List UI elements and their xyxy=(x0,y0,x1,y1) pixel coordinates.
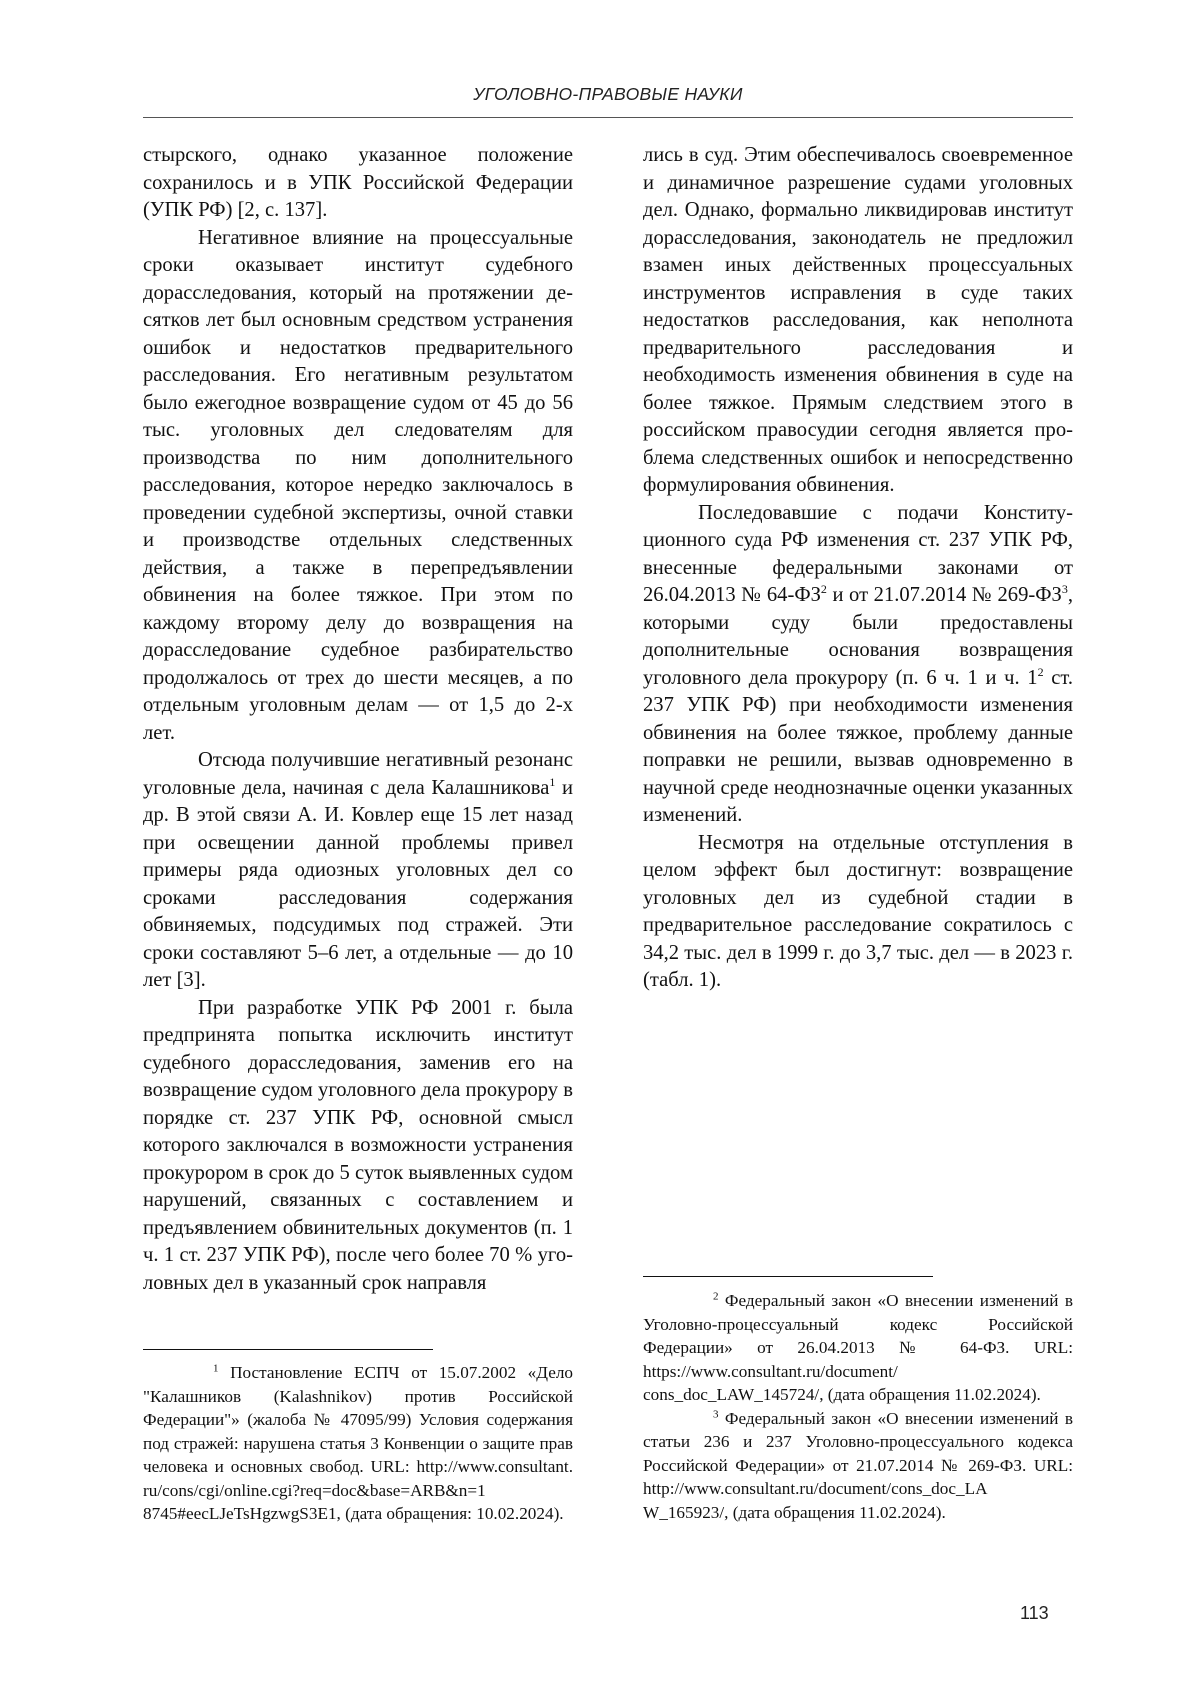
footnote-number: 1 xyxy=(213,1362,219,1375)
right-paragraph-2-text-c: , которыми суду были предоставлены дополнительные основания возвращения уголовного дела прокурору (п. 6 ч. 1 и ч. 1 xyxy=(643,584,1073,689)
article-part-superscript: 2 xyxy=(1037,664,1044,679)
footnote-text: Федеральный закон «О внесении изменений в статьи 236 и 237 Уголовно-процессуального кодекса Российской Федерации» от 21.07.2014 № 269-ФЗ. URL: http://www.consultant.ru/document/cons_doc_LA W_165923/, (дата обращения 11.02.2024). xyxy=(643,1408,1073,1522)
left-column xyxy=(143,142,573,1297)
footnote-text: Постановление ЕСПЧ от 15.07.2002 «Дело "Калашников (Kalashnikov) против Российской Федерации"» (жалоба № 47095/99) Условия содержания под стражей: нарушена статья 3 Конвенции о защите прав человека и основных свобод. URL: http://www.consultant. ru/cons/cgi/online.cgi?req=doc&base=ARB&n=1 8745#eecLJeTsHgzwgS3E1, (дата обращения: 10.02.2024). xyxy=(143,1363,573,1523)
footnote-3 xyxy=(643,1407,1073,1525)
right-paragraph-2 xyxy=(643,500,1073,830)
page-number: 113 xyxy=(1020,1603,1049,1623)
footnote-divider-left xyxy=(143,1349,433,1350)
right-paragraph-2-text-a: Последовавшие с подачи Конституционного суда РФ изменения ст. 237 УПК РФ, внесенные федеральными законами от 26.04.2013 № 64-ФЗ xyxy=(643,501,1073,606)
footnote-2 xyxy=(643,1289,1073,1407)
footnote-ref-2: 2 xyxy=(820,582,827,597)
footnote-ref-1: 1 xyxy=(549,774,556,789)
header-divider xyxy=(143,117,1073,118)
right-paragraph-2-text-d: ст. 237 УПК РФ) при необходимости изменения обвинения на более тяжкое, проблему данные поправки не решили, вызвав одновременно в научной среде неоднозначные оценки указанных изменений. xyxy=(643,666,1073,826)
footnote-text: Федеральный закон «О внесении изменений в Уголовно-процессуальный кодекс Российской Федерации» от 26.04.2013 № 64-ФЗ. URL: https://www.consultant.ru/document/ cons_doc_LAW_145724/, (дата обращения 11.02.2024). xyxy=(643,1291,1073,1404)
footnotes-right xyxy=(643,1289,1073,1524)
footnote-divider-right xyxy=(643,1276,933,1277)
left-paragraph-1: стырского, однако указанное положение сохранилось и в УПК Российской Федерации (УПК РФ) [2, с. 137]. xyxy=(143,144,573,221)
left-paragraph-3-text-b: и др. В этой связи А. И. Ковлер еще 15 лет назад при освещении данной проблемы привел примеры ряда одиозных уголовных дел со сроками расследования содержания обвиняемых, подсудимых под стражей. Эти сроки составляют 5–6 лет, а отдельные — до 10 лет [3]. xyxy=(143,776,574,991)
right-paragraph-2-text-b: и от 21.07.2014 № 269-ФЗ xyxy=(826,584,1062,606)
left-paragraph-2: Негативное влияние на процессуальные сроки оказывает институт судебного дорасследования, который на протяжении десятков лет был основным средством устранения ошибок и недостатков предварительного расследования. Его негативным результатом было ежегодное возвращение судом от 45 до 56 тыс. уголовных дел следователям для производства по ним дополнительного расследования, которое нередко заключалось в проведении судебной экспертизы, очной ставки и производстве отдельных следственных действия, а также в перепредъявлении обвинения на более тяжкое. При этом по каждому второму делу до возвращения на дорасследование судебное разбирательство продолжалось от трех до шести месяцев, а по отдельным уголовным делам — от 1,5 до 2-х лет. xyxy=(143,226,573,744)
footnote-number: 3 xyxy=(713,1407,719,1420)
footnote-number: 2 xyxy=(713,1290,719,1303)
running-header: УГОЛОВНО-ПРАВОВЫЕ НАУКИ xyxy=(473,84,743,104)
right-column xyxy=(643,142,1073,995)
footnote-1 xyxy=(143,1361,573,1526)
left-paragraph-4: При разработке УПК РФ 2001 г. была предпринята попытка исключить институт судебного дорасследования, заменив его на возвращение судом уголовного дела прокурору в порядке ст. 237 УПК РФ, основной смысл которого заключался в возможности устранения прокурором в срок до 5 суток выявленных судом нарушений, связанных с составлением и предъявлением обвинительных документов (п. 1 ч. 1 ст. 237 УПК РФ), после чего более 70 % уголовных дел в указанный срок направля xyxy=(143,996,573,1294)
footnotes-left xyxy=(143,1361,573,1526)
right-paragraph-3: Несмотря на отдельные отступления в целом эффект был достигнут: возвращение уголовных дел из судебной стадии в предварительное расследование сократилось с 34,2 тыс. дел в 1999 г. до 3,7 тыс. дел — в 2023 г. (табл. 1). xyxy=(643,831,1073,991)
left-paragraph-3-text-a: Отсюда получившие негативный резонанс уголовные дела, начиная с дела Калашникова xyxy=(143,749,573,799)
footnote-ref-3: 3 xyxy=(1061,582,1068,597)
left-paragraph-3 xyxy=(143,747,573,995)
right-paragraph-1: лись в суд. Этим обеспечивалось своевременное и динамичное разрешение судами уголовных дел. Однако, формально ликвидировав институт дорасследования, законодатель не предложил взамен иных действенных процессуальных инструментов исправления в суде таких недостатков расследования, как неполнота предварительного расследования и необходимость изменения обвинения в суде на более тяжкое. Прямым следствием этого в российском правосудии сегодня является проблема следственных ошибок и непосредственно формулирования обвинения. xyxy=(643,144,1073,496)
